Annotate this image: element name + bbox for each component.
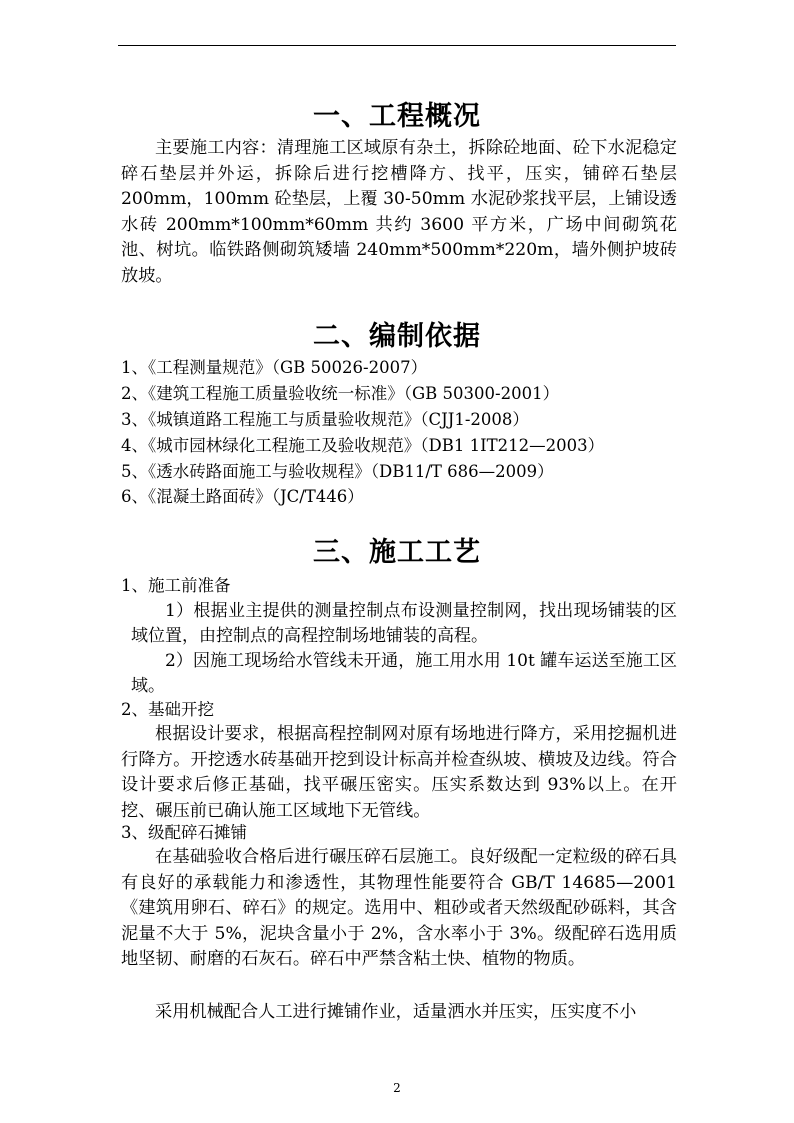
basis-item-2: 2、《建筑工程施工质量验收统一标准》（GB 50300-2001） [121,384,560,403]
heading-preparation: 1、施工前准备 [121,576,231,595]
basis-item-5: 5、《透水砖路面施工与验收规程》（DB11/T 686—2009） [121,462,554,481]
section-title-basis: 二、编制依据 [313,321,481,352]
header-rule [118,45,676,46]
basis-item-4: 4、《城市园林绿化工程施工及验收规范》（DB1 1IT212—2003） [121,436,605,455]
foundation-paragraph: 根据设计要求，根据高程控制网对原有场地进行降方，采用挖掘机进行降方。开挖透水砖基础开挖到设计标高并检查纵坡、横坡及边线。符合设计要求后修正基础，找平碾压密实。压实系数达到 93%以上。在开挖、碾压前已确认施工区域地下无管线。 [121,724,677,821]
basis-item-6: 6、《混凝土路面砖》（JC/T446） [121,487,364,506]
overview-paragraph: 主要施工内容：清理施工区域原有杂土，拆除砼地面、砼下水泥稳定碎石垫层并外运，拆除后进行挖槽降方、找平，压实，铺碎石垫层 200mm，100mm 砼垫层，上覆 30-50mm 水泥砂浆找平层，上铺设透水砖 200mm*100mm*60mm 共约 3600 平方米，广场中间砌筑花池、树坑。临铁路侧砌筑矮墙 240mm*500mm*220m，墙外侧护坡砖放坡。 [121,138,677,286]
gravel-paragraph-2: 采用机械配合人工进行摊铺作业，适量洒水并压实，压实度不小 [155,1002,637,1022]
section-title-process: 三、施工工艺 [313,537,481,568]
basis-item-3: 3、《城镇道路工程施工与质量验收规范》（CJJ1-2008） [121,410,529,429]
basis-item-1: 1、《工程测量规范》（GB 50026-2007） [121,358,428,377]
preparation-item-1: 1）根据业主提供的测量控制点布设测量控制网，找出现场铺装的区域位置，由控制点的高程控制场地铺装的高程。 [131,601,677,646]
page-number: 2 [393,1081,401,1095]
section-title-overview: 一、工程概况 [313,101,481,132]
heading-foundation: 2、基础开挖 [121,700,214,719]
gravel-paragraph-1: 在基础验收合格后进行碾压碎石层施工。良好级配一定粒级的碎石具有良好的承载能力和渗透性，其物理性能要符合 GB/T 14685—2001《建筑用卵石、碎石》的规定。选用中、粗砂或者天然级配砂砾料，其含泥量不大于 5%，泥块含量小于 2%，含水率小于 3%。级配碎石选用质地坚韧、耐磨的石灰石。碎石中严禁含粘土快、植物的物质。 [121,847,677,969]
preparation-item-2: 2）因施工现场给水管线未开通，施工用水用 10t 罐车运送至施工区域。 [131,651,677,696]
heading-gravel: 3、级配碎石摊铺 [121,823,247,842]
